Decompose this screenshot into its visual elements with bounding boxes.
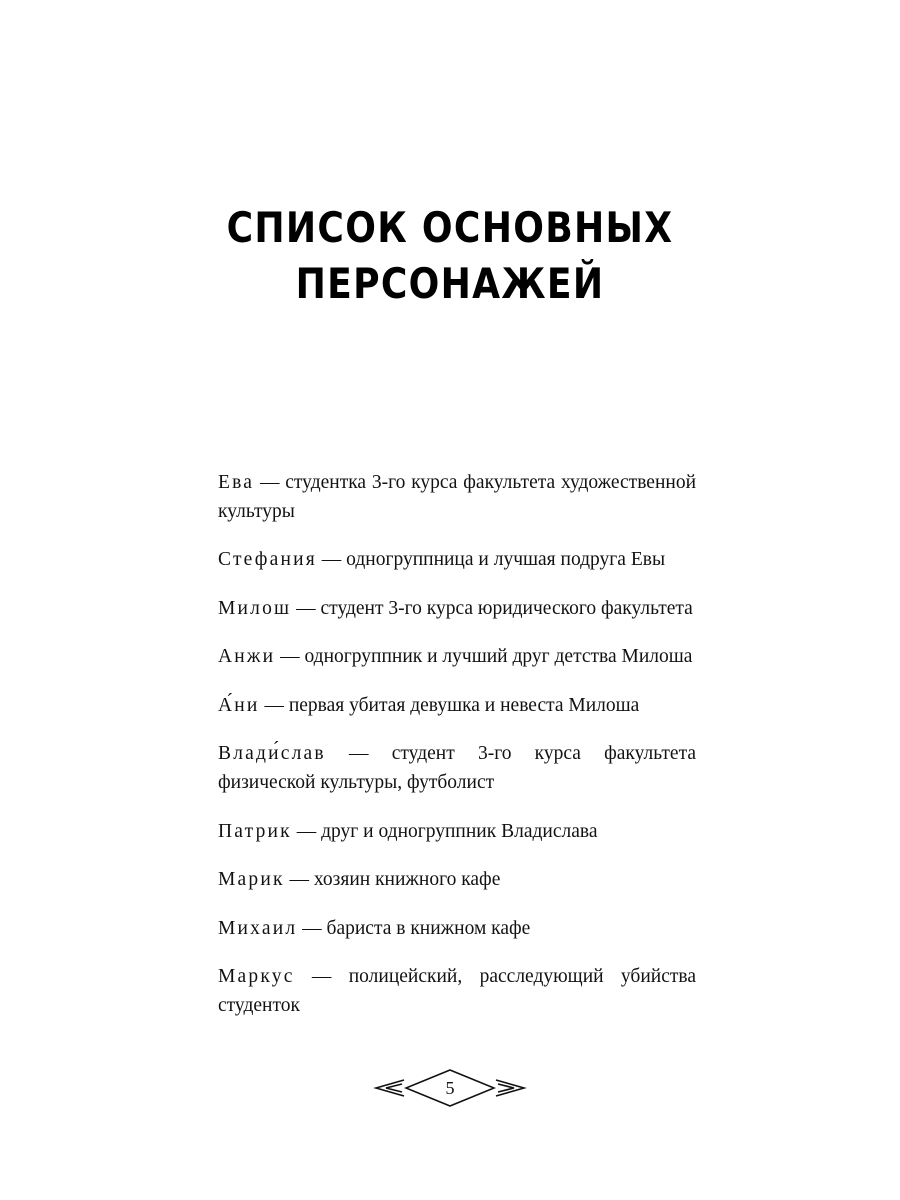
page-title	[0, 200, 900, 312]
character-description: одногруппник и лучший друг детства Милоша	[304, 646, 693, 667]
list-item	[218, 817, 696, 846]
character-dash: —	[294, 966, 349, 987]
character-description: первая убитая девушка и невеста Милоша	[288, 694, 640, 716]
character-description: бариста в книжном кафе	[326, 917, 531, 939]
page-number: 5	[445, 1077, 455, 1098]
character-name: Патрик	[218, 820, 292, 842]
character-name: Марик	[218, 869, 285, 890]
character-dash: —	[291, 820, 322, 842]
character-dash: —	[254, 471, 286, 493]
character-name: Маркус	[218, 966, 295, 987]
character-name: Влади́слав	[218, 743, 326, 764]
page-title-line-1: СПИСОК ОСНОВНЫХ	[226, 203, 674, 252]
character-dash: —	[275, 646, 305, 667]
character-description: хозяин книжного кафе	[313, 869, 501, 890]
character-list	[218, 448, 696, 1020]
character-dash: —	[297, 917, 327, 939]
character-description: друг и одногруппник Владислава	[321, 820, 598, 842]
character-dash: —	[316, 549, 347, 570]
list-item	[218, 914, 696, 943]
list-item	[218, 594, 696, 623]
list-item	[218, 545, 696, 574]
list-item	[218, 468, 696, 526]
list-item	[218, 865, 696, 894]
character-dash: —	[291, 597, 321, 619]
character-dash: —	[259, 694, 289, 716]
list-item	[218, 691, 696, 720]
character-name: Ева	[218, 471, 255, 493]
list-item	[218, 962, 696, 1020]
folio	[0, 1058, 900, 1118]
character-name: Михаил	[218, 917, 298, 939]
character-name: А́ни	[218, 694, 260, 716]
page-title-line-2: ПЕРСОНАЖЕЙ	[295, 259, 605, 308]
character-description: студентка 3-го курса факультета художественной культуры	[218, 471, 697, 522]
character-name: Стефания	[218, 549, 317, 570]
character-name: Милош	[218, 597, 292, 619]
folio-ornament	[370, 1062, 530, 1114]
list-item	[218, 642, 696, 671]
character-dash: —	[325, 743, 392, 764]
character-description: одногруппница и лучшая подруга Евы	[346, 549, 666, 570]
right-chevron-icon	[494, 1079, 528, 1097]
character-description: студент 3-го курса юридического факультета	[320, 597, 693, 619]
character-description: студент 3-го курса факультета физической культуры, футболист	[218, 743, 696, 793]
character-name: Анжи	[218, 646, 276, 667]
character-description: полицейский, расследующий убийства студенток	[218, 966, 696, 1016]
character-dash: —	[284, 869, 314, 890]
left-chevron-icon	[372, 1079, 406, 1097]
list-item	[218, 739, 696, 797]
